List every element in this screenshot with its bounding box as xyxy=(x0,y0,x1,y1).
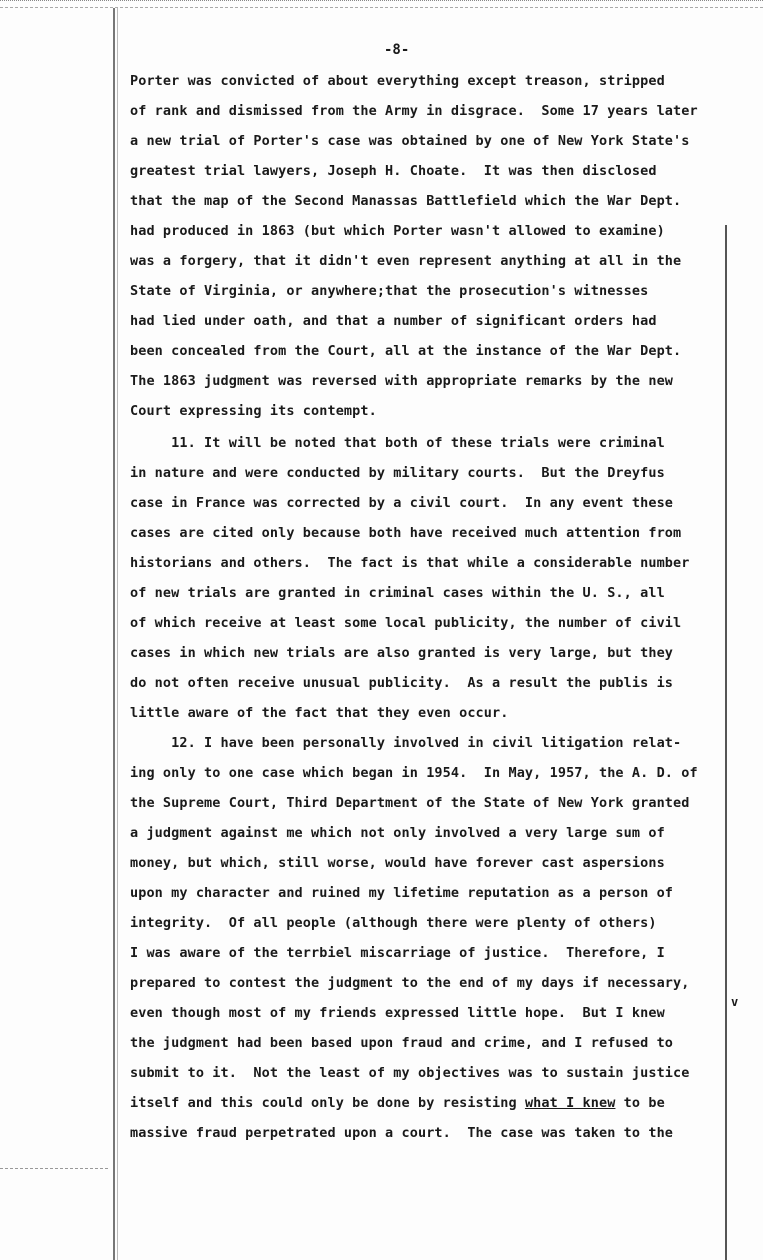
text-line: been concealed from the Court, all at the instance of the War Dept. xyxy=(130,343,682,359)
text-line: a judgment against me which not only involved a very large sum of xyxy=(130,825,665,841)
paragraph-11-start: 11. It will be noted that both of these trials were criminal xyxy=(130,435,665,451)
text-segment: itself and this could only be done by resisting xyxy=(130,1095,525,1111)
text-line: had produced in 1863 (but which Porter wasn't allowed to examine) xyxy=(130,223,665,239)
text-line: case in France was corrected by a civil court. In any event these xyxy=(130,495,674,511)
text-line: greatest trial lawyers, Joseph H. Choate. It was then disclosed xyxy=(130,163,657,179)
text-line: integrity. Of all people (although there were plenty of others) xyxy=(130,915,657,931)
page-number: -8- xyxy=(384,42,410,58)
text-line: prepared to contest the judgment to the end of my days if necessary, xyxy=(130,975,690,991)
scan-top-edge xyxy=(0,0,763,8)
text-line: money, but which, still worse, would have forever cast aspersions xyxy=(130,855,665,871)
text-line: was a forgery, that it didn't even represent anything at all in the xyxy=(130,253,682,269)
text-line: of rank and dismissed from the Army in disgrace. Some 17 years later xyxy=(130,103,698,119)
text-line: a new trial of Porter's case was obtained by one of New York State's xyxy=(130,133,690,149)
text-line: massive fraud perpetrated upon a court. The case was taken to the xyxy=(130,1125,674,1141)
text-line: The 1863 judgment was reversed with appropriate remarks by the new xyxy=(130,373,674,389)
text-line: do not often receive unusual publicity. As a result the publis is xyxy=(130,675,674,691)
text-line: had lied under oath, and that a number of significant orders had xyxy=(130,313,657,329)
scan-side-mark xyxy=(0,1168,108,1169)
text-line: of which receive at least some local publicity, the number of civil xyxy=(130,615,682,631)
text-line: I was aware of the terrbiel miscarriage of justice. Therefore, I xyxy=(130,945,665,961)
text-line: of new trials are granted in criminal cases within the U. S., all xyxy=(130,585,665,601)
left-margin-rule-inner xyxy=(117,8,118,1260)
text-line: cases are cited only because both have received much attention from xyxy=(130,525,682,541)
text-line: historians and others. The fact is that while a considerable number xyxy=(130,555,690,571)
text-line: Court expressing its contempt. xyxy=(130,403,377,419)
text-line: State of Virginia, or anywhere;that the prosecution's witnesses xyxy=(130,283,649,299)
text-line: even though most of my friends expressed little hope. But I knew xyxy=(130,1005,665,1021)
underlined-phrase: what I knew xyxy=(524,1095,616,1111)
text-segment: to be xyxy=(615,1095,665,1111)
text-line: upon my character and ruined my lifetime reputation as a person of xyxy=(130,885,674,901)
text-line: little aware of the fact that they even occur. xyxy=(130,705,509,721)
text-line: that the map of the Second Manassas Battlefield which the War Dept. xyxy=(130,193,682,209)
text-line xyxy=(130,1097,665,1111)
left-margin-rule xyxy=(113,8,115,1260)
text-line: cases in which new trials are also granted is very large, but they xyxy=(130,645,674,661)
paragraph-12-start: 12. I have been personally involved in civil litigation relat- xyxy=(130,735,682,751)
text-line: ing only to one case which began in 1954. In May, 1957, the A. D. of xyxy=(130,765,698,781)
right-margin-rule xyxy=(725,225,727,1260)
text-line: the judgment had been based upon fraud and crime, and I refused to xyxy=(130,1035,674,1051)
text-line: in nature and were conducted by military courts. But the Dreyfus xyxy=(130,465,665,481)
margin-annotation: v xyxy=(731,995,739,1009)
text-line: submit to it. Not the least of my objectives was to sustain justice xyxy=(130,1065,690,1081)
text-line: the Supreme Court, Third Department of the State of New York granted xyxy=(130,795,690,811)
text-line: Porter was convicted of about everything except treason, stripped xyxy=(130,73,665,89)
